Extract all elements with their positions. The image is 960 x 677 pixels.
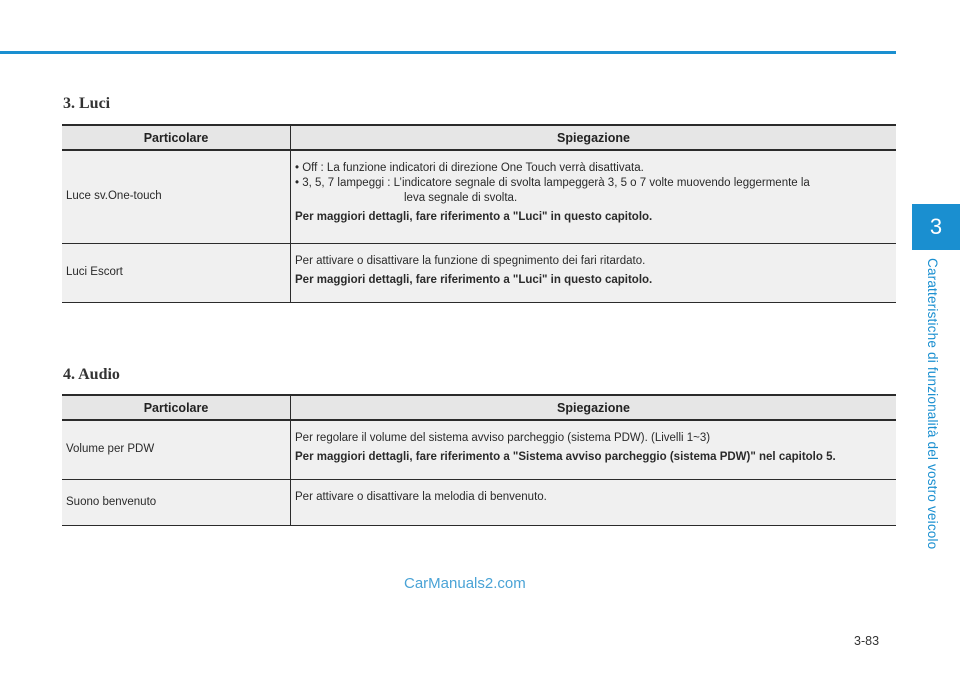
column-header-spiegazione: Spiegazione	[291, 395, 897, 420]
description-line: • 3, 5, 7 lampeggi : L’indicatore segnale di svolta lampeggerà 3, 5 o 7 volte muovendo leggermente la	[295, 177, 810, 189]
row-description	[291, 479, 897, 525]
table-row	[62, 479, 896, 525]
row-item: Suono benvenuto	[62, 479, 291, 525]
description-line: • Off : La funzione indicatori di direzione One Touch verrà disattivata.	[295, 162, 644, 174]
row-item: Luce sv.One-touch	[62, 150, 291, 243]
table-header-row	[62, 395, 896, 420]
page-number: 3-83	[854, 634, 880, 648]
watermark-link[interactable]: CarManuals2.com	[404, 575, 526, 592]
description-line: Per attivare o disattivare la funzione di spegnimento dei fari ritardato.	[295, 254, 646, 267]
audio-table	[62, 394, 896, 526]
chapter-side-title: Caratteristiche di funzionalità del vostro veicolo	[925, 258, 940, 550]
top-rule	[0, 51, 896, 54]
reference-note: Per maggiori dettagli, fare riferimento a "Luci" in questo capitolo.	[295, 273, 653, 286]
description-line: leva segnale di svolta.	[404, 192, 518, 204]
reference-note: Per maggiori dettagli, fare riferimento a "Luci" in questo capitolo.	[295, 211, 653, 223]
column-header-particolare: Particolare	[62, 125, 291, 150]
table-row	[62, 243, 896, 302]
row-description	[291, 420, 897, 479]
row-item: Volume per PDW	[62, 420, 291, 479]
row-description	[291, 150, 897, 243]
row-description	[291, 243, 897, 302]
table-header-row	[62, 125, 896, 150]
section-heading-audio: 4. Audio	[63, 366, 120, 383]
description-line: Per attivare o disattivare la melodia di benvenuto.	[295, 490, 547, 503]
description-line: Per regolare il volume del sistema avviso parcheggio (sistema PDW). (Livelli 1~3)	[295, 432, 711, 444]
section-heading-luci: 3. Luci	[63, 95, 111, 112]
column-header-spiegazione: Spiegazione	[291, 125, 897, 150]
reference-note: Per maggiori dettagli, fare riferimento a "Sistema avviso parcheggio (sistema PDW)" nel capitolo 5.	[295, 451, 836, 463]
lights-table	[62, 124, 896, 303]
table-row	[62, 150, 896, 243]
chapter-tab: 3	[912, 204, 960, 250]
row-item: Luci Escort	[62, 243, 291, 302]
table-row	[62, 420, 896, 479]
column-header-particolare: Particolare	[62, 395, 291, 420]
